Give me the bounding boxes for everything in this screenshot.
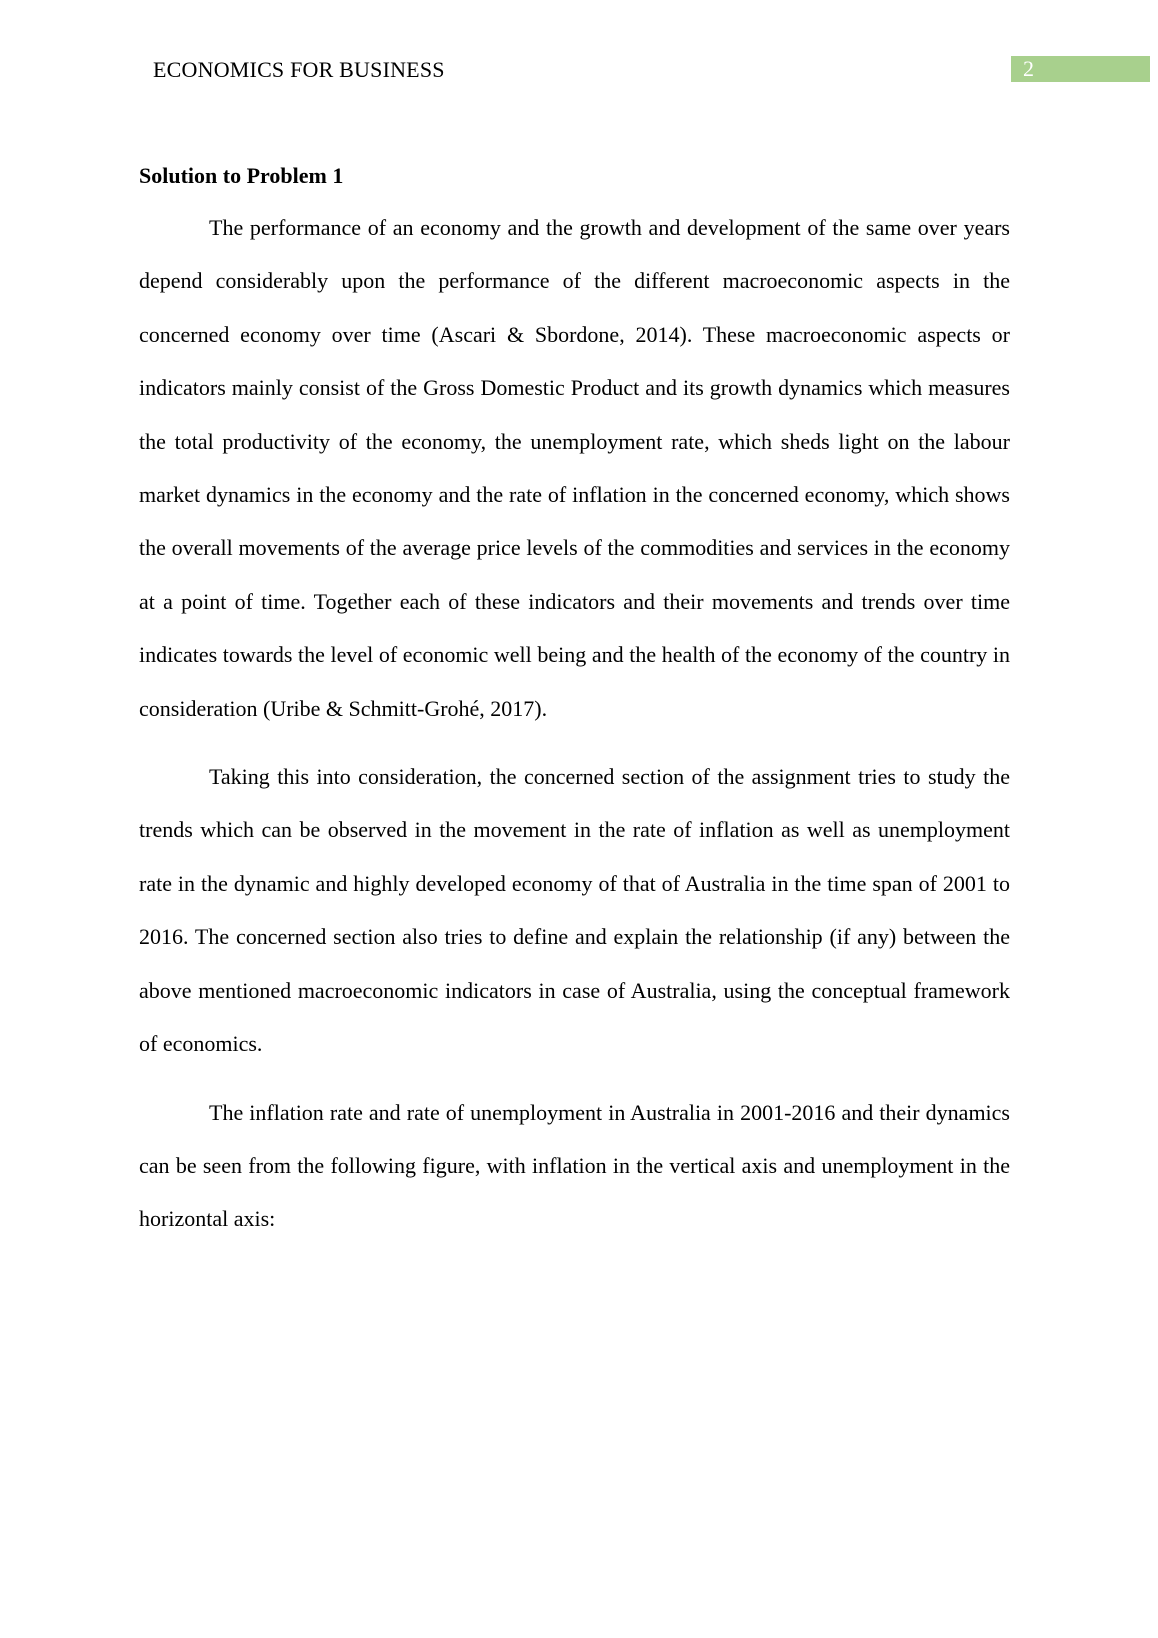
page-number: 2 <box>1023 56 1034 81</box>
paragraph: The inflation rate and rate of unemployment in Australia in 2001-2016 and their dynamics can be seen from the following figure, with inflation in the vertical axis and unemployment in the horizontal axis: <box>139 1099 1010 1232</box>
running-head: ECONOMICS FOR BUSINESS <box>153 57 445 82</box>
paragraph: The performance of an economy and the growth and development of the same over years depend considerably upon the performance of the different macroeconomic aspects in the concerned economy over time (Ascari & Sbordone, 2014). These macroeconomic aspects or indicators mainly consist of the Gross Domestic Product and its growth dynamics which measures the total productivity of the economy, the unemployment rate, which sheds light on the labour market dynamics in the economy and the rate of inflation in the concerned economy, which shows the overall movements of the average price levels of the commodities and services in the economy at a point of time. Together each of these indicators and their movements and trends over time indicates towards the level of economic well being and the health of the economy of the country in consideration (Uribe & Schmitt-Grohé, 2017). <box>139 215 1010 721</box>
page-number-badge <box>1011 56 1150 82</box>
section-heading: Solution to Problem 1 <box>139 163 344 188</box>
paragraph: Taking this into consideration, the concerned section of the assignment tries to study the trends which can be observed in the movement in the rate of inflation as well as unemployment rate in the dynamic and highly developed economy of that of Australia in the time span of 2001 to 2016. The concerned section also tries to define and explain the relationship (if any) between the above mentioned macroeconomic indicators in case of Australia, using the conceptual framework of economics. <box>139 764 1010 1057</box>
page-header <box>0 56 1158 84</box>
document-body <box>139 160 1010 1246</box>
